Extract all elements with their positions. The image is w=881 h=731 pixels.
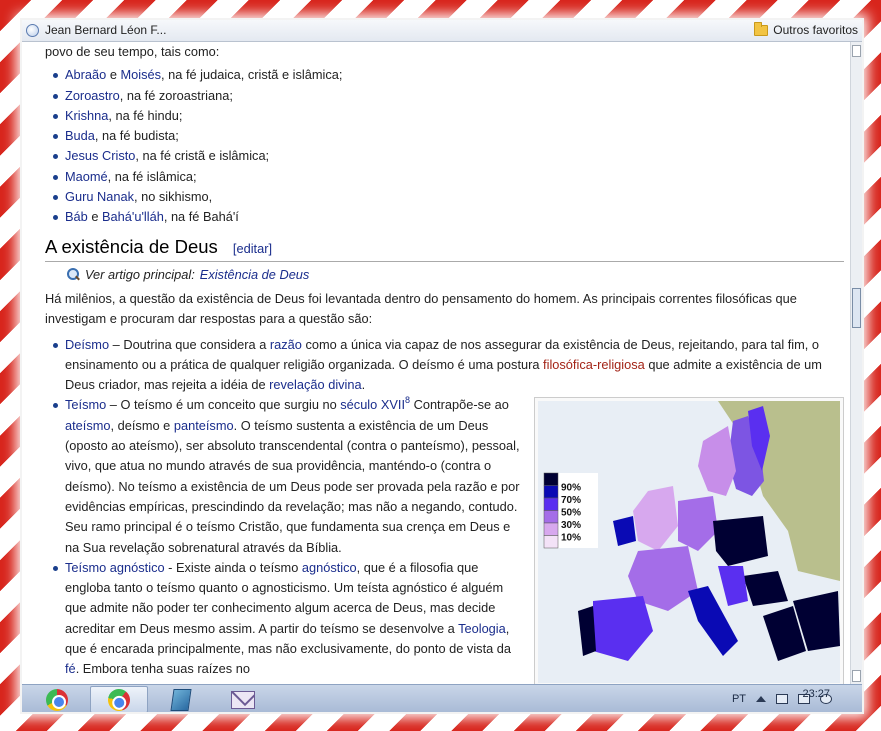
agnostic-theism-link[interactable]: Teísmo agnóstico [65,559,165,575]
list-item [45,106,850,126]
mail-icon [231,691,255,709]
teologia-link[interactable]: Teologia [458,620,506,636]
language-indicator[interactable]: PT [731,693,746,705]
taskbar-mail[interactable] [214,686,272,712]
scroll-down-arrow[interactable] [852,670,861,682]
list-item [45,146,850,166]
list-item-theism [45,395,844,557]
list-item-joiner: e [87,209,103,225]
figure-link[interactable]: Báb [65,209,88,225]
main-article-note [45,265,850,285]
agnostic-text-4: . Embora tenha suas raízes no [75,661,250,677]
razao-link[interactable]: razão [269,336,302,352]
figure-link[interactable]: Moisés [120,67,162,83]
legend-swatch [544,486,558,499]
list-item-text: , na fé islâmica; [107,168,197,184]
edit-link-group [233,241,272,256]
legend-swatch [544,473,558,486]
list-item-text: , na fé budista; [94,128,179,144]
chrome-icon [46,689,68,711]
deism-link[interactable]: Deísmo [65,336,110,352]
legend-label: 30% [561,520,582,532]
taskbar [22,684,862,712]
figure-link[interactable]: Guru Nanak [65,189,134,205]
reference-8[interactable]: 8 [405,395,411,406]
theism-link[interactable]: Teísmo [65,397,107,413]
filosofica-religiosa-link[interactable]: filosófica-religiosa [543,356,645,372]
legend-swatch [544,498,558,511]
figure-link[interactable]: Zoroastro [65,87,120,103]
taskbar-document[interactable] [152,686,210,712]
ateismo-link[interactable]: ateísmo [65,417,111,433]
edit-link[interactable]: [editar] [232,240,273,256]
legend-label: 90% [561,482,582,494]
agnostic-text-2: , que é a filosofia que engloba tanto o teísmo quanto o agnosticismo. Um teísta agnóstico é alguém que admite não poder ter conhecimento algum acerca de Deus, mas decide acreditar em Deus mesmo assim. A partir do teísmo se desenvolve a [65,559,504,636]
legend-swatch [544,536,558,549]
list-item [45,187,850,207]
figure-link[interactable]: Buda [65,128,95,144]
intro-paragraph: Há milênios, a questão da existência de Deus foi levantada dentro do pensamento do homem. As principais correntes filosóficas que investigam e procuram dar respostas para a questão são: [45,290,797,327]
scroll-up-arrow[interactable] [852,45,861,57]
theism-text-1: – O teísmo é um conceito que surgiu no [106,397,341,413]
theism-text-2: Contrapõe-se ao [410,397,509,413]
list-item-text: , no sikhismo, [134,189,213,205]
legend-label: 10% [561,532,582,544]
taskbar-chrome[interactable] [28,686,86,712]
browser-window [22,20,862,712]
other-favorites-button[interactable] [754,23,858,37]
list-item [45,126,850,146]
main-article-link[interactable]: Existência de Deus [199,266,310,282]
taskbar-paint[interactable] [90,686,148,712]
figure-link[interactable]: Jesus Cristo [65,148,136,164]
currents-list [45,335,850,680]
map-legend [544,473,598,548]
figure-link[interactable]: Bahá'u'lláh [102,209,164,225]
other-favorites-label: Outros favoritos [773,23,858,37]
document-icon [170,689,191,711]
legend-label: 70% [561,495,582,507]
theism-text-4: . O teísmo sustenta a existência de um Deus (oposto ao ateísmo), ser absoluto transcendental (contra o panteísmo), pessoal, vivo, que atua no mundo através de sua providência, manténdo-o (contra o deísmo). No teísmo a existência de um Deus pode ser provada pela razão e por evidências empíricas, prescindindo da revelação; mas não a negando, contudo. Seu ramo principal é o teísmo Cristão, que fundamenta sua crença em Deus e na Sua revelação sobrenatural através da Bíblia. [65,417,520,555]
section-heading [45,233,844,262]
deism-text-3: que admite a existência de um Deus criador, mas rejeita a idéia de [65,356,822,393]
show-hidden-icons-arrow[interactable] [756,696,766,702]
revelacao-divina-link[interactable]: revelação divina [269,377,362,393]
system-tray [732,685,862,712]
main-article-prefix: Ver artigo principal: [85,266,195,282]
seculo-xvii-link[interactable]: século XVII [340,397,406,413]
agnostic-text-3: , que é encarada principalmente, mas não exclusivamente, do ponto de vista da [65,620,512,657]
legend-swatch [544,523,558,536]
globe-icon [26,24,39,37]
magnifier-icon [67,268,80,281]
list-item [45,167,850,187]
list-item-text: , na fé hindu; [108,107,183,123]
panteismo-link[interactable]: panteísmo [173,417,234,433]
scroll-thumb[interactable] [852,288,861,328]
paint-icon [104,684,135,712]
bookmark-tab-label: Jean Bernard Léon F... [45,23,167,37]
list-item [45,207,850,227]
list-item-agnostic-theism [45,558,844,680]
list-item-text: , na fé judaica, cristã e islâmica; [161,67,343,83]
deism-text-4: . [361,377,366,393]
legend-swatch [544,511,558,524]
deism-text-1: – Doutrina que considera a [109,336,270,352]
list-item [45,86,850,106]
flag-icon[interactable] [776,694,788,704]
legend-label: 50% [561,507,582,519]
list-item [45,65,850,85]
agnostic-text-1: - Existe ainda o teísmo [164,559,302,575]
list-item-joiner: e [106,67,121,83]
figure-link[interactable]: Maomé [65,168,108,184]
agnostico-link[interactable]: agnóstico [301,559,357,575]
theism-text-3: , deísmo e [110,417,174,433]
list-item-text: , na fé cristã e islâmica; [135,148,270,164]
section-title: A existência de Deus [45,235,218,257]
deism-text-2: como a única via capaz de nos assegurar da existência de Deus, rejeitando, para tal fim, o ensinamento ou a prática de qualquer religião organizada. O deísmo é uma postura [65,336,820,372]
vertical-scrollbar[interactable] [850,42,862,684]
list-item-text: , na fé Bahá'í [163,209,239,225]
bookmark-tab[interactable] [26,23,166,37]
folder-icon [754,25,768,36]
intro-tail: povo de seu tempo, tais como: [45,44,220,59]
bookmarks-bar [22,20,862,42]
article-content [22,42,850,684]
list-item-text: , na fé zoroastriana; [119,87,233,103]
figure-link[interactable]: Abraão [65,67,107,83]
fe-link[interactable]: fé [65,661,76,677]
figures-list [45,65,850,227]
clock[interactable]: 23:27 [802,688,830,700]
list-item-deism [45,335,844,396]
figure-link[interactable]: Krishna [65,107,109,123]
